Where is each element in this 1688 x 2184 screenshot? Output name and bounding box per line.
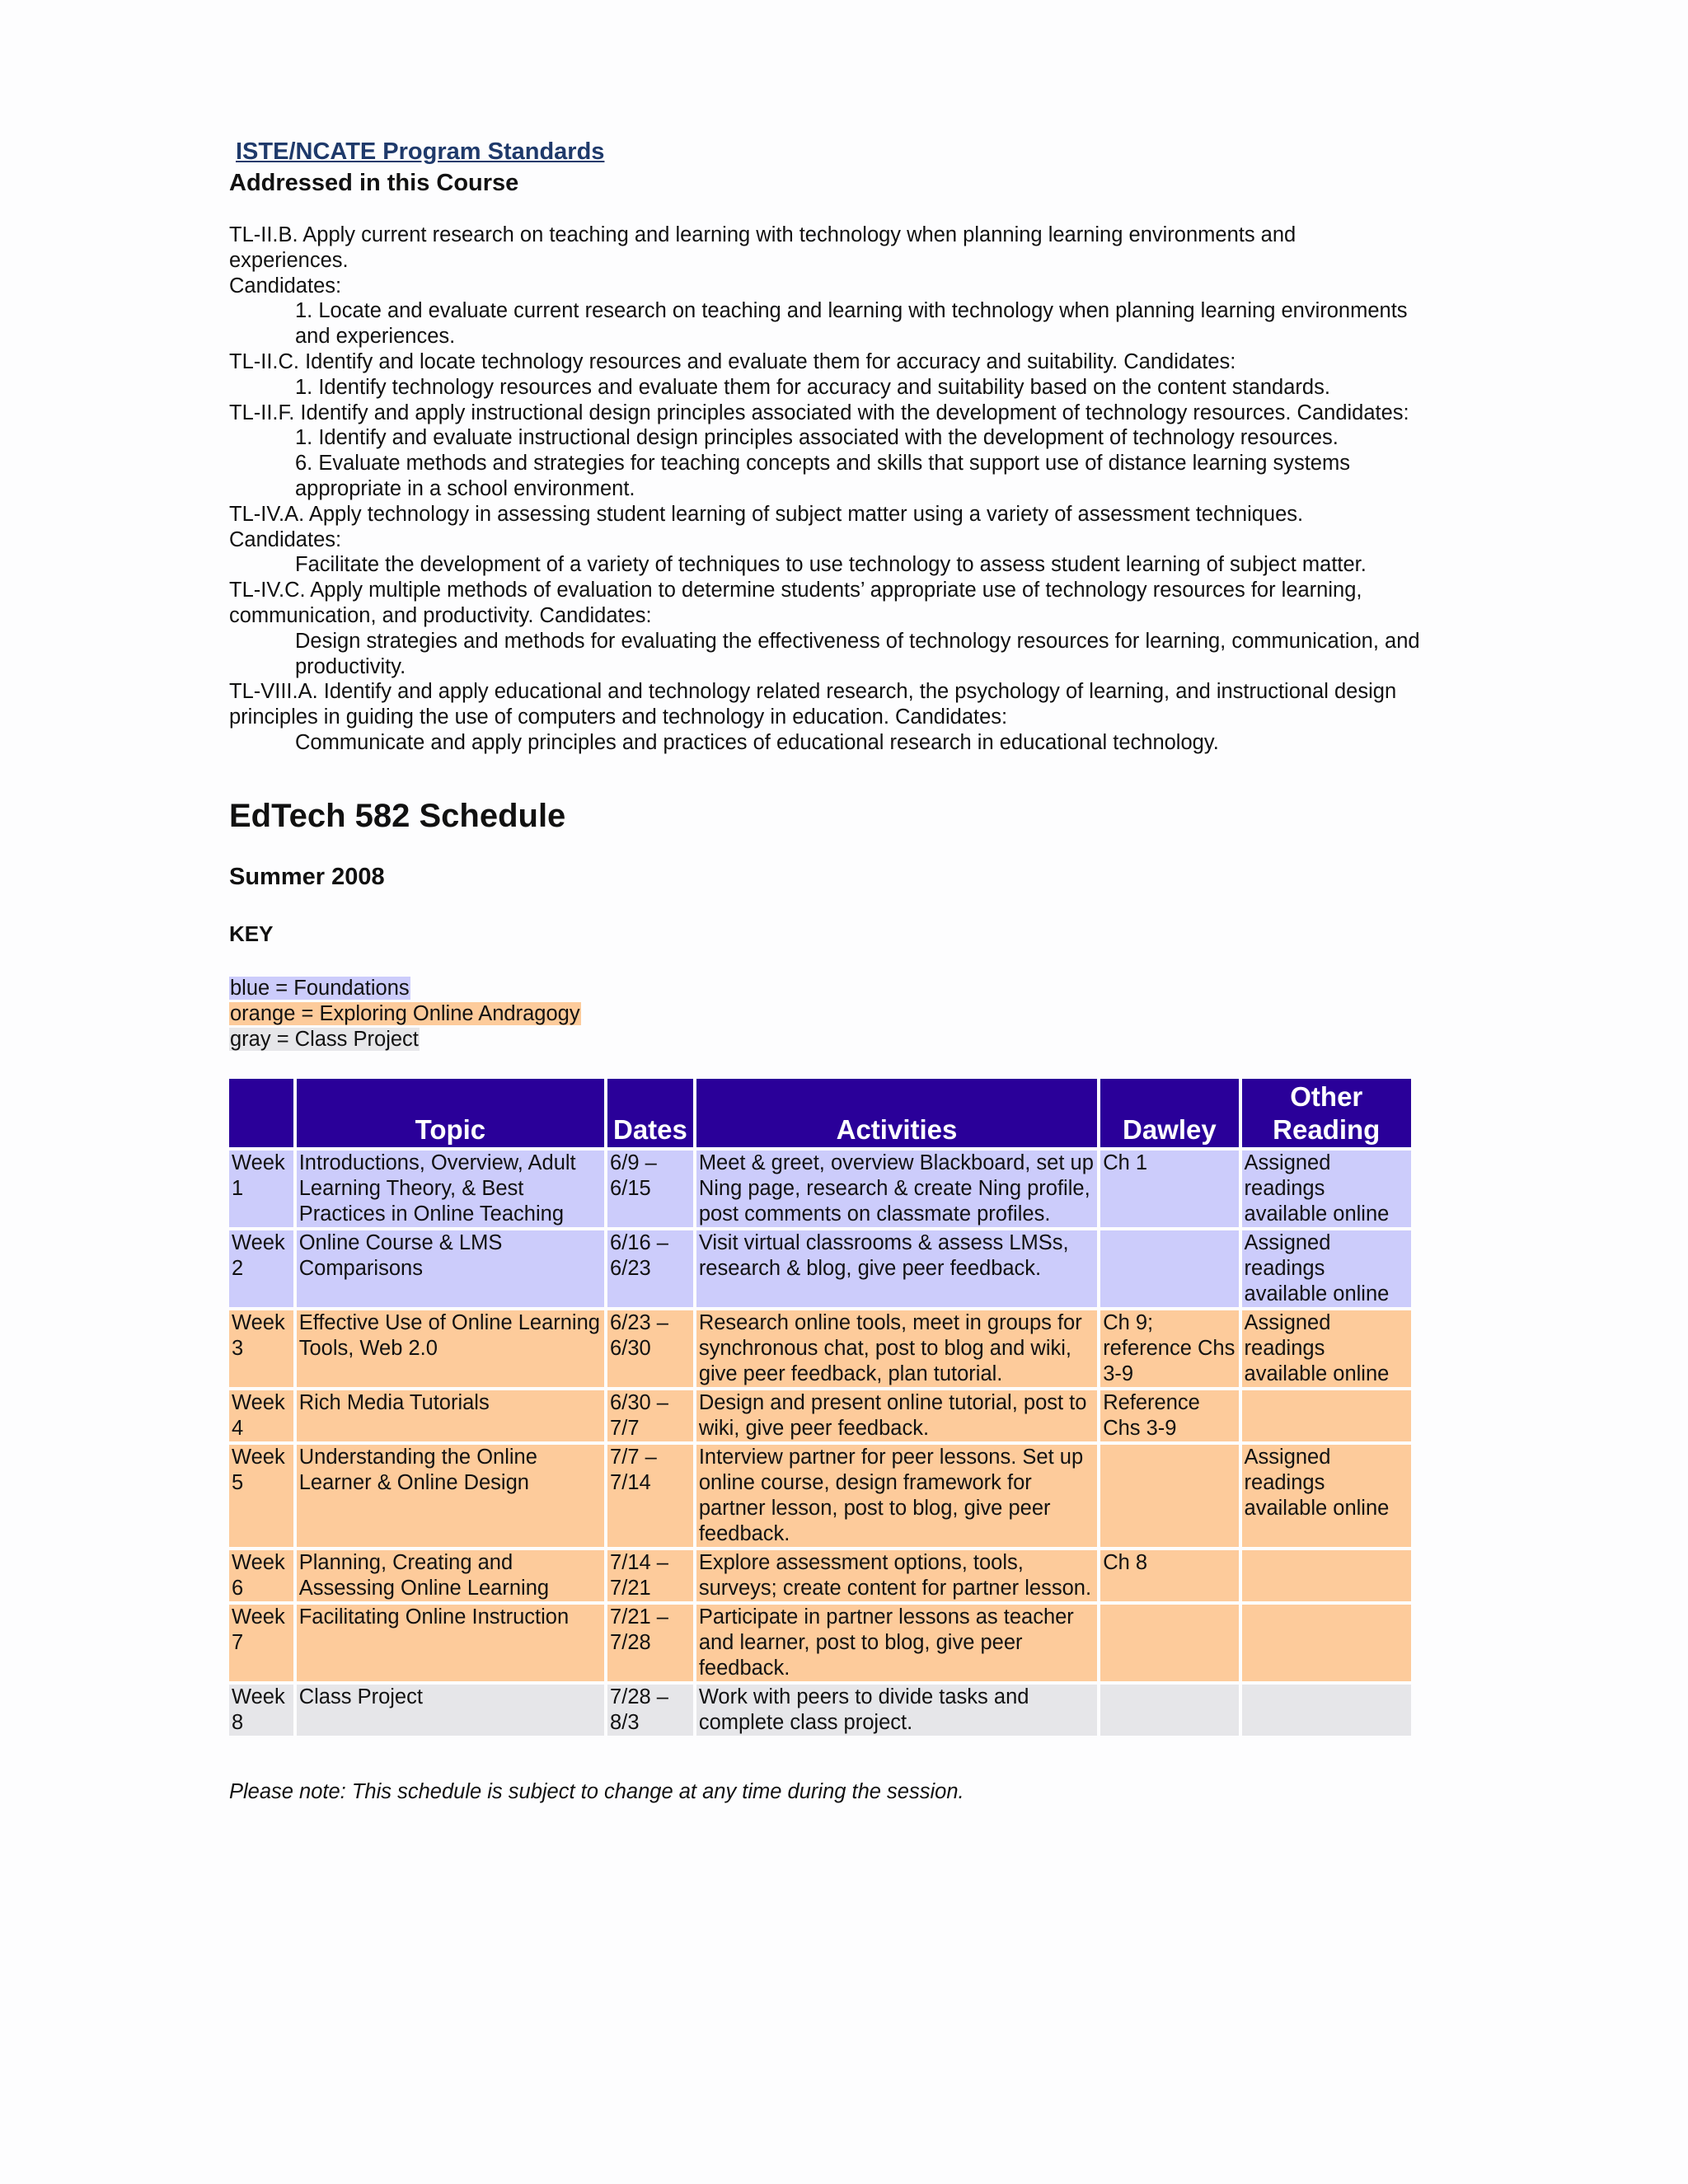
table-row xyxy=(229,1151,1411,1227)
dawley-cell xyxy=(1100,1230,1238,1307)
dawley-cell xyxy=(1100,1685,1238,1736)
schedule-table xyxy=(226,1076,1414,1739)
dates-cell: 7/14 – 7/21 xyxy=(607,1550,693,1601)
standard-sub-item: Communicate and apply principles and practices of educational research in educational technology. xyxy=(295,730,1219,754)
color-key xyxy=(229,976,581,1052)
week-cell: Week 8 xyxy=(229,1685,293,1736)
standards-subtitle: Addressed in this Course xyxy=(229,170,519,196)
topic-cell: Online Course & LMS Comparisons xyxy=(297,1230,604,1307)
other-reading-cell: Assigned readings available online xyxy=(1242,1151,1411,1227)
table-row xyxy=(229,1310,1411,1387)
other-reading-cell: Assigned readings available online xyxy=(1242,1230,1411,1307)
table-row xyxy=(229,1445,1411,1547)
dates-cell: 7/21 – 7/28 xyxy=(607,1605,693,1681)
standard-sub-item: 1. Locate and evaluate current research on teaching and learning with technology when planning learning environments and experiences. xyxy=(295,299,1408,349)
other-reading-cell xyxy=(1242,1685,1411,1736)
week-cell: Week 3 xyxy=(229,1310,293,1387)
dates-cell: 6/30 – 7/7 xyxy=(607,1390,693,1441)
week-cell: Week 1 xyxy=(229,1151,293,1227)
column-header-activities: Activities xyxy=(696,1079,1097,1147)
key-item-gray: gray = Class Project xyxy=(230,1028,419,1051)
table-row xyxy=(229,1605,1411,1681)
key-item-blue: blue = Foundations xyxy=(230,977,410,1000)
column-header-dawley: Dawley xyxy=(1100,1079,1238,1147)
schedule-note: Please note: This schedule is subject to change at any time during the session. xyxy=(229,1780,964,1803)
dawley-cell: Ch 1 xyxy=(1100,1151,1238,1227)
topic-cell: Effective Use of Online Learning Tools, Web 2.0 xyxy=(297,1310,604,1387)
dates-cell: 7/28 – 8/3 xyxy=(607,1685,693,1736)
dawley-cell: Reference Chs 3-9 xyxy=(1100,1390,1238,1441)
table-row xyxy=(229,1685,1411,1736)
standards-list xyxy=(229,223,1420,756)
activities-cell: Visit virtual classrooms & assess LMSs, research & blog, give peer feedback. xyxy=(696,1230,1097,1307)
week-cell: Week 5 xyxy=(229,1445,293,1547)
dates-cell: 7/7 – 7/14 xyxy=(607,1445,693,1547)
week-cell: Week 4 xyxy=(229,1390,293,1441)
column-header-topic: Topic xyxy=(297,1079,604,1147)
activities-cell: Explore assessment options, tools, surveys; create content for partner lesson. xyxy=(696,1550,1097,1601)
topic-cell: Rich Media Tutorials xyxy=(297,1390,604,1441)
standard-item: Candidates: xyxy=(229,274,342,298)
dawley-cell: Ch 9; reference Chs 3-9 xyxy=(1100,1310,1238,1387)
topic-cell: Facilitating Online Instruction xyxy=(297,1605,604,1681)
column-header-dates: Dates xyxy=(607,1079,693,1147)
week-cell: Week 7 xyxy=(229,1605,293,1681)
other-reading-cell xyxy=(1242,1550,1411,1601)
table-header-row xyxy=(229,1079,1411,1147)
topic-cell: Understanding the Online Learner & Online Design xyxy=(297,1445,604,1547)
table-row xyxy=(229,1390,1411,1441)
other-reading-cell: Assigned readings available online xyxy=(1242,1445,1411,1547)
schedule-term: Summer 2008 xyxy=(229,864,385,890)
standard-sub-item: 1. Identify and evaluate instructional design principles associated with the development of technology resources. xyxy=(295,426,1339,450)
dawley-cell xyxy=(1100,1445,1238,1547)
standard-sub-item: Design strategies and methods for evaluating the effectiveness of technology resources for learning, communication, and productivity. xyxy=(295,629,1420,678)
table-row xyxy=(229,1230,1411,1307)
topic-cell: Introductions, Overview, Adult Learning Theory, & Best Practices in Online Teaching xyxy=(297,1151,604,1227)
dates-cell: 6/16 – 6/23 xyxy=(607,1230,693,1307)
dawley-cell xyxy=(1100,1605,1238,1681)
standard-item: TL-II.F. Identify and apply instructional design principles associated with the development of technology resources. Candidates: xyxy=(229,401,1409,424)
standard-item: TL-II.B. Apply current research on teaching and learning with technology when planning learning environments and experiences. xyxy=(229,223,1296,272)
dawley-cell: Ch 8 xyxy=(1100,1550,1238,1601)
column-header-week xyxy=(229,1079,293,1147)
standard-sub-item: 1. Identify technology resources and evaluate them for accuracy and suitability based on the content standards. xyxy=(295,375,1330,399)
week-cell: Week 2 xyxy=(229,1230,293,1307)
standard-sub-item: 6. Evaluate methods and strategies for teaching concepts and skills that support use of distance learning systems appropriate in a school environment. xyxy=(295,452,1350,500)
activities-cell: Participate in partner lessons as teacher and learner, post to blog, give peer feedback. xyxy=(696,1605,1097,1681)
other-reading-cell: Assigned readings available online xyxy=(1242,1310,1411,1387)
activities-cell: Meet & greet, overview Blackboard, set up Ning page, research & create Ning profile, post comments on classmate profiles. xyxy=(696,1151,1097,1227)
activities-cell: Work with peers to divide tasks and complete class project. xyxy=(696,1685,1097,1736)
dates-cell: 6/9 – 6/15 xyxy=(607,1151,693,1227)
standard-sub-item: Facilitate the development of a variety of techniques to use technology to assess student learning of subject matter. xyxy=(295,553,1367,577)
standard-item: TL-VIII.A. Identify and apply educational and technology related research, the psychology of learning, and instructional design principles in guiding the use of computers and technology in education. Candidates: xyxy=(229,680,1397,729)
topic-cell: Class Project xyxy=(297,1685,604,1736)
activities-cell: Design and present online tutorial, post to wiki, give peer feedback. xyxy=(696,1390,1097,1441)
dates-cell: 6/23 – 6/30 xyxy=(607,1310,693,1387)
standard-item: TL-IV.C. Apply multiple methods of evaluation to determine students’ appropriate use of technology resources for learning, communication, and productivity. Candidates: xyxy=(229,579,1362,627)
topic-cell: Planning, Creating and Assessing Online Learning xyxy=(297,1550,604,1601)
activities-cell: Interview partner for peer lessons. Set up online course, design framework for partner lesson, post to blog, give peer feedback. xyxy=(696,1445,1097,1547)
column-header-other-reading: Other Reading xyxy=(1242,1079,1411,1147)
table-row xyxy=(229,1550,1411,1601)
other-reading-cell xyxy=(1242,1390,1411,1441)
standard-item: TL-II.C. Identify and locate technology resources and evaluate them for accuracy and suitability. Candidates: xyxy=(229,349,1236,373)
week-cell: Week 6 xyxy=(229,1550,293,1601)
schedule-title: EdTech 582 Schedule xyxy=(229,798,566,834)
other-reading-cell xyxy=(1242,1605,1411,1681)
activities-cell: Research online tools, meet in groups for synchronous chat, post to blog and wiki, give peer feedback, plan tutorial. xyxy=(696,1310,1097,1387)
key-item-orange: orange = Exploring Online Andragogy xyxy=(230,1002,580,1025)
standard-item: TL-IV.A. Apply technology in assessing student learning of subject matter using a variety of assessment techniques. Candidates: xyxy=(229,502,1304,551)
standards-title-link[interactable]: ISTE/NCATE Program Standards xyxy=(236,138,605,165)
key-label: KEY xyxy=(229,921,274,946)
